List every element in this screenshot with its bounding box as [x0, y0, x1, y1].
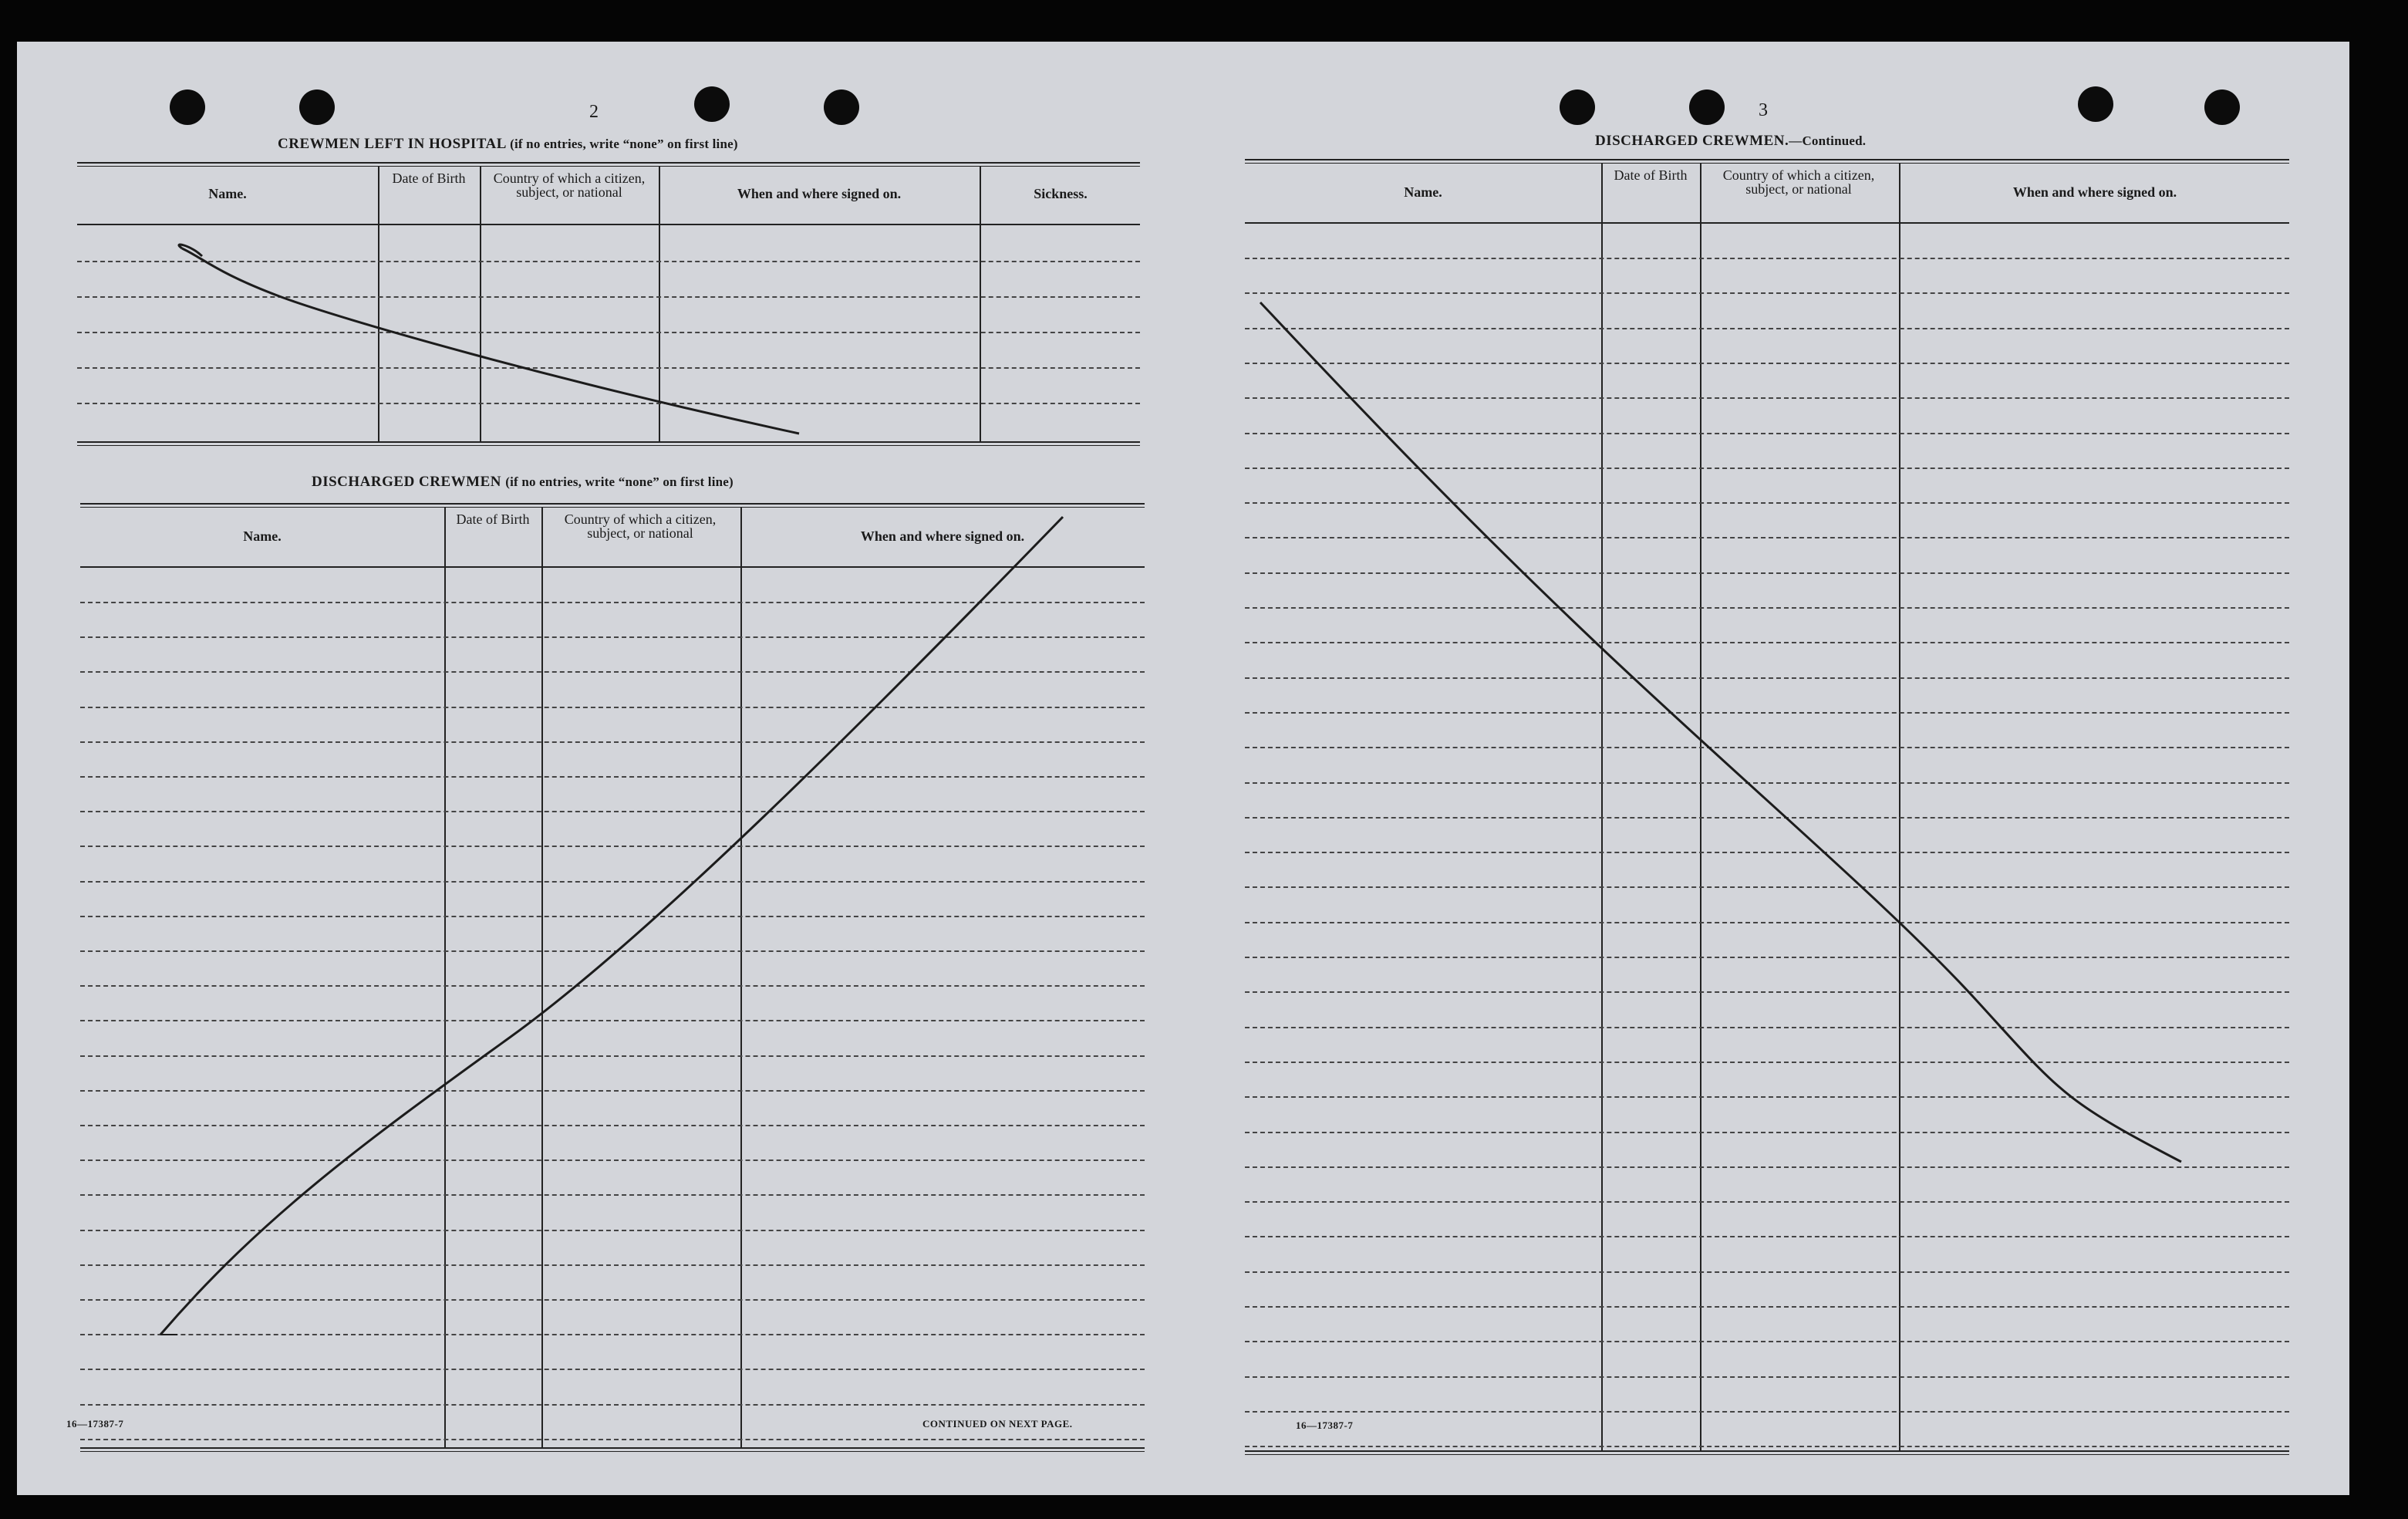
cancel-line: [17, 42, 1196, 1495]
hospital-section-title: CREWMEN LEFT IN HOSPITAL (if no entries, write “none” on first line): [278, 136, 738, 152]
col-date-of-birth: Date of Birth: [456, 511, 530, 527]
page-number: 3: [1759, 100, 1768, 120]
col-when-where: When and where signed on.: [737, 186, 902, 201]
form-number: 16—17387-7: [1296, 1419, 1354, 1431]
col-when-where: When and where signed on.: [2012, 184, 2177, 200]
left-page: [17, 42, 1196, 1495]
col-name: Name.: [243, 528, 282, 544]
cancel-line: [1196, 42, 2349, 1495]
discharged-continued-title: DISCHARGED CREWMEN.—Continued.: [1595, 133, 1867, 149]
col-name: Name.: [208, 186, 247, 201]
col-date-of-birth: Date of Birth: [392, 170, 466, 186]
col-country: Country of which a citizen, subject, or national: [564, 511, 717, 541]
col-name: Name.: [1404, 184, 1442, 200]
col-country: Country of which a citizen, subject, or national: [1722, 167, 1875, 197]
col-country: Country of which a citizen, subject, or national: [493, 170, 646, 200]
col-date-of-birth: Date of Birth: [1614, 167, 1688, 183]
discharged-section-title: DISCHARGED CREWMEN (if no entries, write “none” on first line): [312, 474, 734, 490]
col-sickness: Sickness.: [1034, 186, 1088, 201]
continued-note: CONTINUED ON NEXT PAGE.: [922, 1418, 1073, 1430]
form-number: 16—17387-7: [66, 1418, 124, 1430]
right-page: [1196, 42, 2349, 1495]
page-number: 2: [589, 102, 599, 122]
col-when-where: When and where signed on.: [860, 528, 1025, 544]
